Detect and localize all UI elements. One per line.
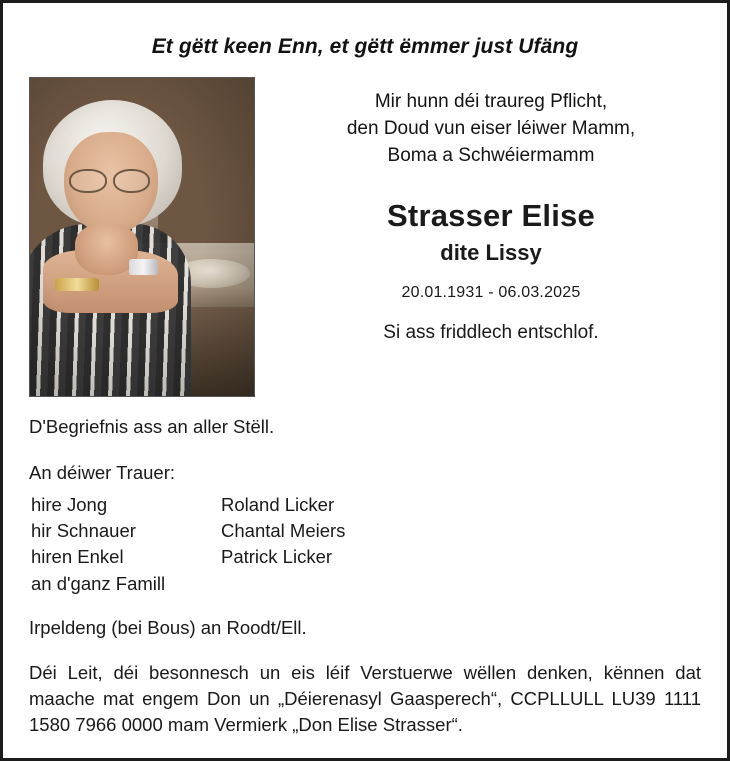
mourner-person: Roland Licker bbox=[221, 493, 335, 515]
mourner-person bbox=[221, 572, 345, 598]
header-block bbox=[29, 77, 701, 397]
deceased-alias: dite Lissy bbox=[440, 239, 542, 265]
intro-line-1: Mir hunn déi traureg Pflicht, bbox=[374, 91, 608, 112]
body-text bbox=[29, 413, 701, 739]
deceased-name: Strasser Elise bbox=[387, 197, 595, 233]
photo-vignette bbox=[30, 78, 254, 396]
funeral-line: D'Begriefnis ass an aller Stëll. bbox=[29, 416, 275, 437]
birth-death-dates: 20.01.1931 - 06.03.2025 bbox=[401, 283, 581, 301]
place-line: Irpeldeng (bei Bous) an Roodt/Ell. bbox=[29, 617, 307, 639]
header-text bbox=[255, 77, 701, 344]
table-row bbox=[31, 493, 345, 519]
portrait-photo bbox=[29, 77, 255, 397]
mourner-person: Chantal Meiers bbox=[221, 519, 346, 541]
mourner-person: Patrick Licker bbox=[221, 546, 333, 568]
mourner-relation: hire Jong bbox=[31, 493, 108, 515]
table-row bbox=[31, 545, 345, 571]
table-row bbox=[31, 572, 345, 598]
mourner-relation: hiren Enkel bbox=[31, 546, 124, 568]
mourners-heading: An déiwer Trauer: bbox=[29, 461, 176, 483]
mourners-table bbox=[31, 493, 345, 599]
motto-line: Et gëtt keen Enn, et gëtt ëmmer just Ufäng bbox=[151, 35, 579, 58]
mourner-relation: hir Schnauer bbox=[31, 519, 136, 541]
peace-line: Si ass friddlech entschlof. bbox=[383, 321, 599, 343]
intro-line-3: Boma a Schwéiermamm bbox=[387, 144, 595, 166]
mourner-relation: an d'ganz Famill bbox=[31, 572, 166, 594]
table-row bbox=[31, 519, 345, 545]
intro-text bbox=[281, 89, 701, 170]
donation-text: Déi Leit, déi besonnesch un eis léif Verstuerwe wëllen denken, kënnen dat maache mat engem Don un „Déierenasyl Gaasperech“, CCPLLULL LU39 1111 1580 7966 0000 mam Vermierk „Don Elise Strasser“. bbox=[29, 661, 701, 736]
intro-line-2: den Doud vun eiser léiwer Mamm, bbox=[346, 117, 636, 139]
